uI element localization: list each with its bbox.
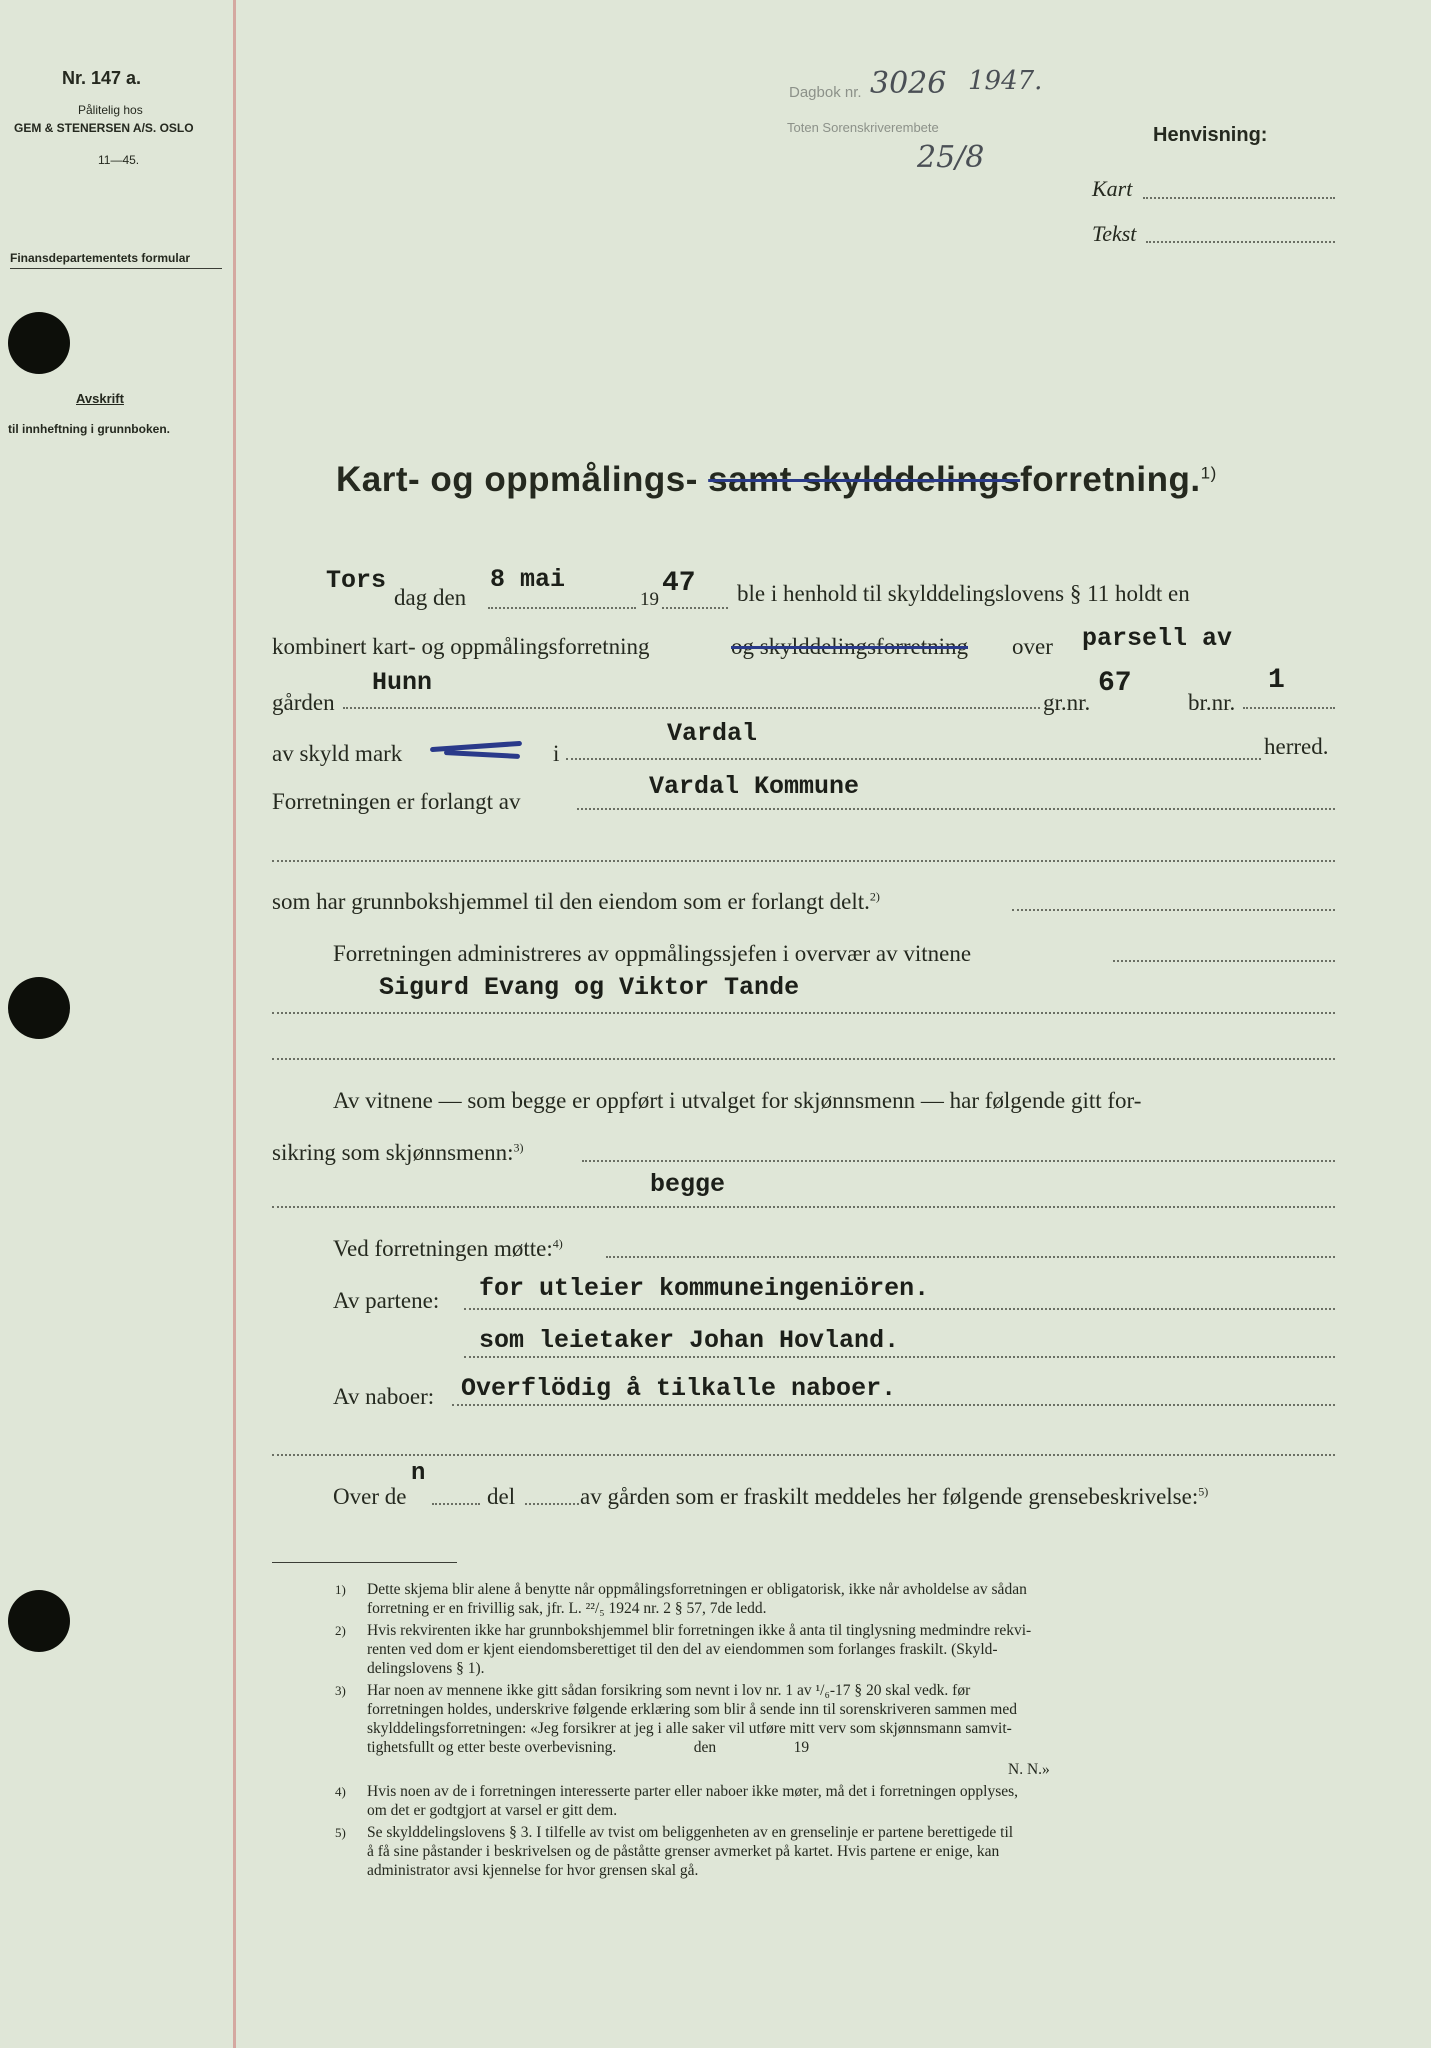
footnote-line: N. N.» <box>1008 1761 1050 1778</box>
assurance-line <box>582 1160 1335 1162</box>
in-label: i <box>553 741 560 766</box>
blank-line <box>272 1058 1335 1060</box>
grnr-label: gr.nr. <box>1043 690 1091 715</box>
skyld-label: av skyld mark <box>272 741 403 766</box>
map-line <box>1143 197 1335 199</box>
owner-line: som har grunnbokshjemmel til den eiendom som er forlangt delt.$^{2)}$ <box>272 889 880 914</box>
brnr-label: br.nr. <box>1188 690 1236 715</box>
del-label: del <box>487 1484 516 1509</box>
weekday-value: Tors <box>326 566 387 595</box>
grnr-value: 67 <box>1098 668 1132 699</box>
attended-line <box>606 1256 1335 1258</box>
footnote-text <box>367 1681 1342 1757</box>
blank-line <box>272 1454 1335 1456</box>
footnote-line: forretning er en frivillig sak, jfr. L. ²²/₅ 1924 nr. 2 § 57, 7de ledd. <box>367 1600 767 1617</box>
scribble-mark <box>444 750 520 759</box>
neighbours-line <box>452 1404 1335 1406</box>
requested-by-value: Vardal Kommune <box>649 772 860 801</box>
object-value: parsell av <box>1082 624 1233 653</box>
witnesses-line <box>272 1012 1335 1014</box>
footnote-line: administrator avsi kjennelse for hvor grensen skal gå. <box>367 1862 699 1879</box>
over-label: over <box>1012 634 1053 659</box>
footnote-text <box>367 1823 1342 1880</box>
diary-year: 1947. <box>968 66 1043 96</box>
requested-label: Forretningen er forlangt av <box>272 789 521 814</box>
printer-date: 11—45. <box>98 153 140 167</box>
municipality-line <box>566 758 1261 760</box>
footnote-mark: 1) <box>335 1582 346 1597</box>
footnote-line: Har noen av mennene ikke gitt sådan forsikring som nevnt i lov nr. 1 av ¹/₆-17 § 20 skal vedk. før <box>367 1682 971 1699</box>
combined-text: kombinert kart- og oppmålingsforretning <box>272 634 650 659</box>
struck-phrase: og skylddelingsforretning <box>731 634 968 659</box>
court-stamp: Toten Sorenskriverembete <box>787 120 939 135</box>
attended-label: Ved forretningen møtte:$^{4)}$ <box>333 1236 563 1261</box>
municipality-value: Vardal <box>667 719 758 748</box>
reference-label: Henvisning: <box>1153 124 1268 146</box>
assurance-line-2 <box>272 1206 1335 1208</box>
witnesses-value: Sigurd Evang og Viktor Tande <box>379 973 800 1002</box>
footnote-text <box>367 1782 1342 1820</box>
neighbours-value: Overflödig å tilkalle naboer. <box>461 1374 897 1403</box>
footnote-mark: 3) <box>335 1683 346 1698</box>
party2-line <box>464 1356 1335 1358</box>
footnote-line: å få sine påstander i beskrivelsen og de påståtte grenser avmerket på kartet. Hvis partene er enige, kan <box>367 1843 1000 1860</box>
footnote-text <box>367 1621 1342 1678</box>
map-label: Kart <box>1092 176 1133 201</box>
copy-note: til innheftning i grunnboken. <box>8 422 170 436</box>
party1-line <box>464 1308 1335 1310</box>
over-n: n <box>411 1460 426 1487</box>
text-label: Tekst <box>1092 221 1137 246</box>
footnote-line: Dette skjema blir alene å benytte når oppmålingsforretningen er obligatorisk, ikke når avholdelse av sådan <box>367 1581 1027 1598</box>
party2-value: som leietaker Johan Hovland. <box>479 1326 900 1355</box>
over-line <box>432 1503 480 1505</box>
diary-stamp: Dagbok nr. <box>789 84 862 101</box>
year-line <box>662 607 728 609</box>
admin-line: Forretningen administreres av oppmålingssjefen i overvær av vitnene <box>333 941 972 966</box>
blank-line <box>272 860 1335 862</box>
diary-number: 3026 <box>870 66 947 101</box>
party1-value: for utleier kommuneingeniören. <box>479 1274 930 1303</box>
farm-value: Hunn <box>372 668 433 697</box>
witness-note: Av vitnene — som begge er oppført i utvalget for skjønnsmenn — har følgende gitt for- <box>333 1088 1142 1113</box>
over-label: Over de <box>333 1484 407 1509</box>
printer-line: Pålitelig hos <box>78 103 143 117</box>
brnr-line <box>1243 707 1335 709</box>
footnote-line: om det er godtgjort at varsel er gitt dem. <box>367 1802 618 1819</box>
footnote-text <box>367 1580 1342 1618</box>
punch-hole <box>8 1590 70 1652</box>
footnote-line: renten ved dom er kjent eiendomsberettiget til den del av eiendommen som forlanges fraskilt. (Skyld- <box>367 1641 998 1658</box>
neighbours-label: Av naboer: <box>333 1384 435 1409</box>
boundary-line: av gården som er fraskilt meddeles her følgende grensebeskrivelse:$^{5)}$ <box>580 1484 1209 1509</box>
divider <box>10 268 222 269</box>
handwritten-date: 25/8 <box>917 140 985 175</box>
footnote-line: Hvis noen av de i forretningen interesserte parter eller naboer ikke møter, må det i forretningen opplyses, <box>367 1783 1019 1800</box>
copy-label: Avskrift <box>76 391 124 406</box>
farm-label: gården <box>272 690 335 715</box>
footnote-text <box>1008 1760 1431 1779</box>
footnote-mark: 2) <box>335 1623 346 1638</box>
footnote-line: forretningen holdes, underskrive følgende erklæring som blir å sende inn til sorenskriveren sammen med <box>367 1701 1017 1718</box>
farm-line <box>343 707 1040 709</box>
dag-den-label: dag den <box>394 585 467 610</box>
witness-note-2: sikring som skjønnsmenn:$^{3)}$ <box>272 1140 524 1165</box>
footnote-line: Hvis rekvirenten ikke har grunnbokshjemmel blir forretningen ikke å anta til tinglysning medmindre rekvi- <box>367 1622 1032 1639</box>
footnote-mark: 4) <box>335 1784 346 1799</box>
footnote-line: skylddelingsforretningen: «Jeg forsikrer at jeg i alle saker vil utføre mitt verv som skjønnsmann samvit- <box>367 1720 1012 1737</box>
document-title: Kart- og oppmålings- samt skylddelingsforretning.$^{1)}$ <box>336 460 1217 499</box>
year-value: 47 <box>662 568 696 599</box>
text-line <box>1146 241 1335 243</box>
footnote-line: Se skylddelingslovens § 3. I tilfelle av tvist om beliggenheten av en grenselinje er partene berettigede til <box>367 1824 1014 1841</box>
punch-hole <box>8 977 70 1039</box>
date-value: 8 mai <box>490 565 566 594</box>
owner-dotline <box>1012 909 1335 911</box>
year-prefix: 19 <box>640 589 659 610</box>
form-number: Nr. 147 a. <box>62 68 142 88</box>
footnote-line: tighetsfullt og etter beste overbevisning. den 19 <box>367 1739 810 1756</box>
ministry-form: Finansdepartementets formular <box>10 251 191 265</box>
requested-line <box>577 808 1335 810</box>
footnote-line: delingslovens § 1). <box>367 1660 485 1677</box>
intro-text: ble i henhold til skylddelingslovens § 11 holdt en <box>737 581 1190 606</box>
footnote-rule <box>272 1562 457 1563</box>
footnote-mark: 5) <box>335 1825 346 1840</box>
admin-dotline <box>1113 960 1335 962</box>
date-line <box>488 607 636 609</box>
brnr-value: 1 <box>1268 665 1285 696</box>
herred-label: herred. <box>1264 734 1329 759</box>
punch-hole <box>8 312 70 374</box>
assurance-value: begge <box>650 1170 726 1199</box>
parties-label: Av partene: <box>333 1288 440 1313</box>
margin-line <box>233 0 236 2048</box>
printer-name: GEM & STENERSEN A/S. OSLO <box>14 121 194 135</box>
del-line <box>525 1503 579 1505</box>
